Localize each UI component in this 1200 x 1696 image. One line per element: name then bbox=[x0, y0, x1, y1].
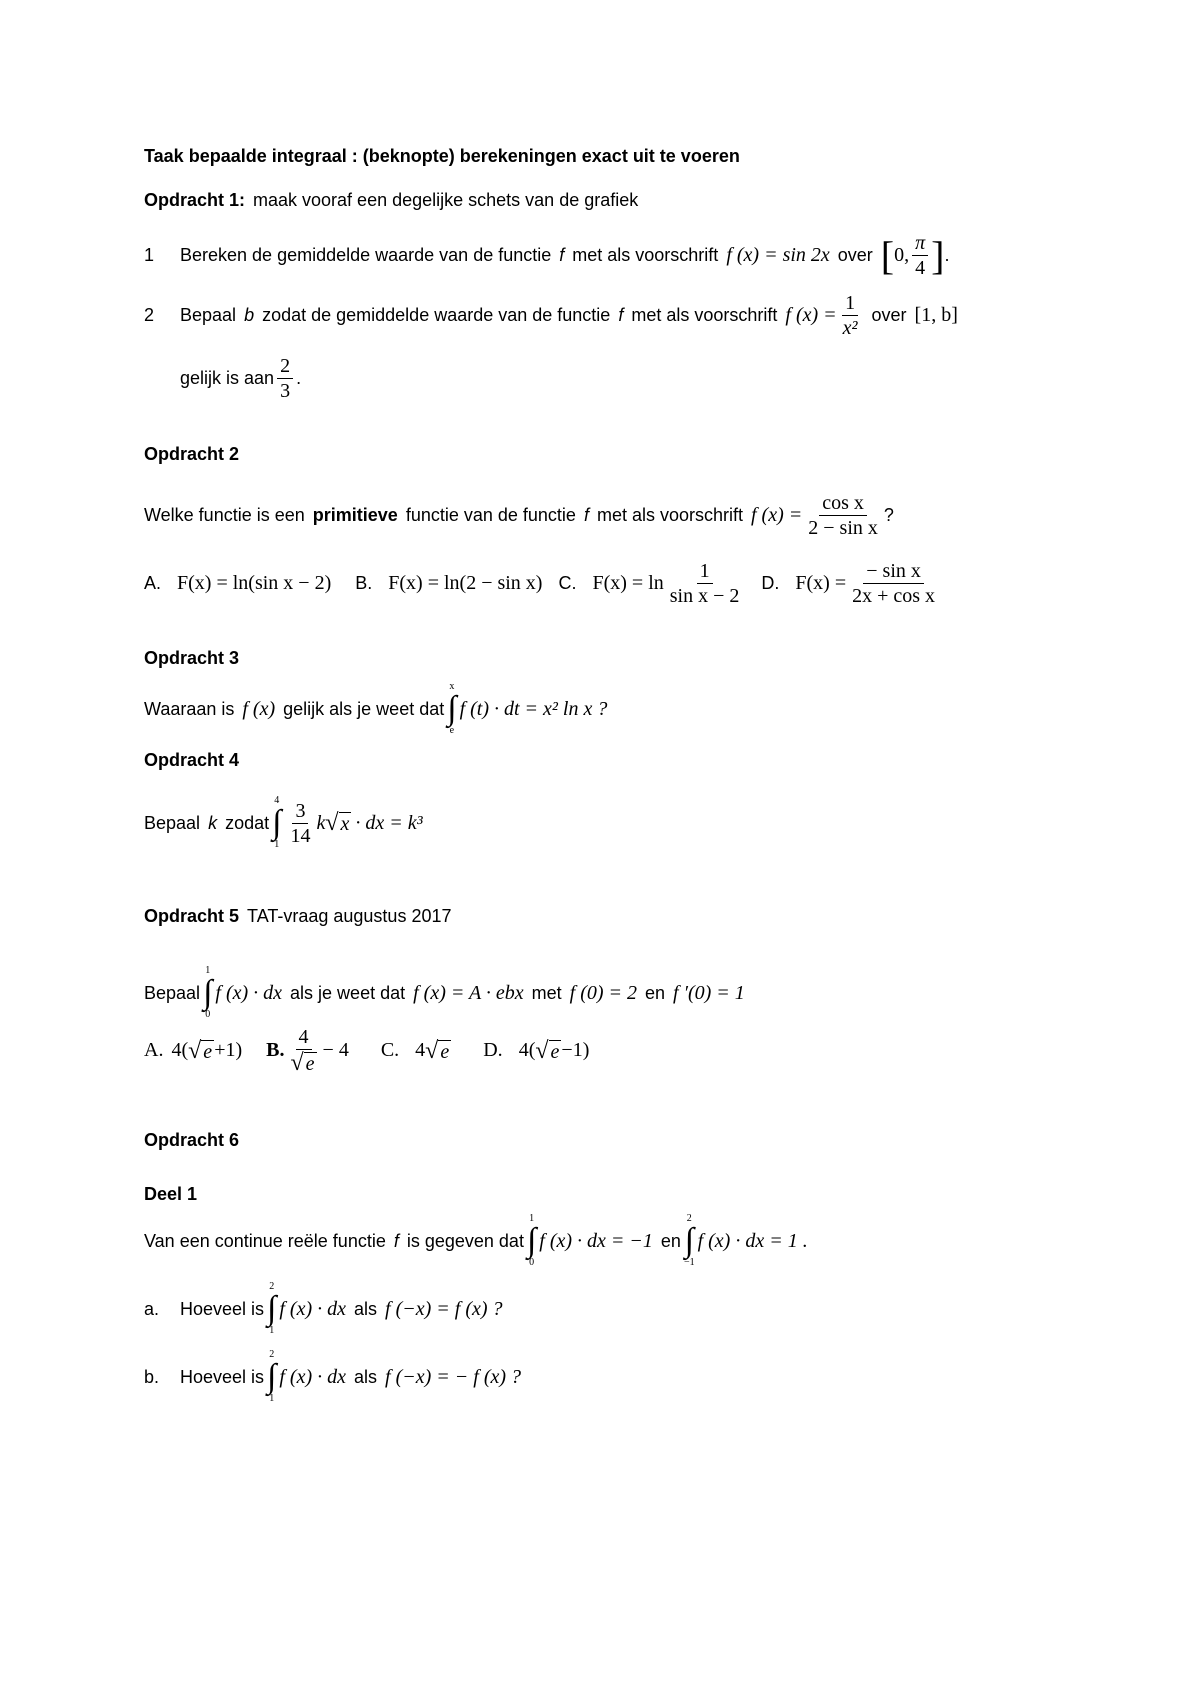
option-c-fraction bbox=[667, 560, 743, 607]
question1-f: f bbox=[559, 245, 565, 265]
opdracht5-text-b: als je weet dat bbox=[290, 982, 406, 1003]
opdracht1-heading: Opdracht 1: bbox=[144, 190, 246, 210]
opdracht2-q: ? bbox=[883, 505, 894, 525]
integral-sign: ∫ bbox=[684, 1222, 694, 1259]
question-b-text: Hoeveel is bbox=[180, 1366, 265, 1387]
opdracht2-fraction bbox=[805, 492, 881, 539]
question1-text2: met als voorschrift bbox=[572, 245, 719, 265]
integral-sign: ∫ bbox=[447, 690, 457, 727]
option-c-lhs: F(x) = ln bbox=[592, 572, 664, 594]
integral-upper: x bbox=[449, 681, 455, 692]
question-b-cond: f (−x) = − f (x) ? bbox=[385, 1365, 522, 1388]
period: . bbox=[296, 368, 302, 388]
opdracht5-exp: bx bbox=[504, 981, 524, 1004]
opdracht2-bold: primitieve bbox=[312, 505, 398, 525]
sqrt-icon: √ bbox=[535, 1037, 549, 1064]
sqrt-icon: √ bbox=[290, 1050, 304, 1076]
question2-value-den: 3 bbox=[280, 380, 291, 402]
opdracht5-met: met bbox=[531, 982, 562, 1003]
sqrt-content: e bbox=[305, 1053, 315, 1075]
opdracht2-lhs: f (x) = bbox=[751, 504, 803, 526]
integral-upper: 1 bbox=[529, 1213, 535, 1224]
opdracht4-text-b: zodat bbox=[225, 812, 270, 833]
question1-number: 1 bbox=[144, 245, 155, 265]
question-b-integral bbox=[267, 1350, 276, 1404]
opdracht6-question-b bbox=[144, 1350, 521, 1404]
question-a-integral bbox=[267, 1282, 276, 1336]
option-c-label: C. bbox=[558, 573, 577, 593]
option-b-den bbox=[287, 1050, 319, 1075]
question2-text-a: Bepaal bbox=[180, 305, 237, 325]
opdracht4-text-a: Bepaal bbox=[144, 812, 201, 833]
opdracht1-question2 bbox=[144, 292, 958, 339]
option-b-sqrt bbox=[290, 1051, 316, 1075]
option-b-num: 4 bbox=[296, 1026, 312, 1050]
opdracht1-question2-cont bbox=[180, 355, 301, 402]
integral-sign: ∫ bbox=[272, 804, 282, 841]
page-title bbox=[144, 146, 740, 167]
question-a-als: als bbox=[354, 1298, 378, 1319]
option-c-label: C. bbox=[380, 1039, 400, 1061]
option-c-den: sin x − 2 bbox=[669, 585, 740, 607]
question-a-label: a. bbox=[144, 1298, 160, 1319]
period: . bbox=[944, 245, 950, 265]
opdracht6-text-b: is gegeven dat bbox=[406, 1230, 524, 1251]
opdracht3-heading: Opdracht 3 bbox=[144, 648, 240, 668]
question2-fraction-num: 1 bbox=[842, 292, 858, 316]
opdracht5-text-a: Bepaal bbox=[144, 982, 201, 1003]
opdracht5-heading-line bbox=[144, 906, 451, 927]
opdracht6-text-a: Van een continue reële functie bbox=[144, 1230, 386, 1251]
interval-fraction bbox=[912, 232, 928, 279]
opdracht2-heading: Opdracht 2 bbox=[144, 444, 240, 464]
integral-sign: ∫ bbox=[267, 1358, 277, 1395]
opdracht5-integrand: f (x) · dx bbox=[215, 981, 283, 1004]
opdracht5-cond2: f ′(0) = 1 bbox=[673, 981, 745, 1004]
opdracht6-question-a bbox=[144, 1282, 503, 1336]
opdracht5-heading: Opdracht 5 bbox=[144, 906, 240, 926]
option-c-pre: 4 bbox=[415, 1039, 426, 1061]
integral-lower: e bbox=[449, 725, 455, 736]
opdracht3-integral bbox=[447, 682, 456, 736]
opdracht4-sqrt bbox=[325, 811, 351, 835]
opdracht3-text-a: Waaraan is bbox=[144, 698, 235, 719]
integral-upper: 1 bbox=[205, 965, 211, 976]
interval-left-bracket: [ bbox=[880, 232, 895, 278]
question2-b: b bbox=[244, 305, 255, 325]
option-b: F(x) = ln(2 − sin x) bbox=[388, 572, 543, 594]
opdracht2-text-a: Welke functie is een bbox=[144, 505, 305, 525]
option-d-sqrt bbox=[535, 1039, 561, 1063]
opdracht2-text-c: met als voorschrift bbox=[596, 505, 743, 525]
option-a-label: A. bbox=[144, 573, 162, 593]
integral-lower: 1 bbox=[269, 1325, 275, 1336]
opdracht3-fx: f (x) bbox=[242, 697, 276, 720]
sqrt-icon: √ bbox=[325, 810, 339, 836]
question2-interval: [1, b] bbox=[914, 304, 958, 326]
option-c-sqrt bbox=[425, 1039, 451, 1063]
question2-value-fraction bbox=[277, 355, 293, 402]
interval-left-value: 0, bbox=[894, 244, 910, 266]
integral-upper: 2 bbox=[269, 1349, 275, 1360]
question2-over: over bbox=[871, 305, 907, 325]
option-b-fraction bbox=[287, 1026, 319, 1075]
option-a-pre: 4( bbox=[171, 1039, 189, 1061]
question2-text-b: zodat de gemiddelde waarde van de functie bbox=[262, 305, 611, 325]
opdracht5-options bbox=[144, 1026, 589, 1075]
opdracht4-fraction bbox=[287, 800, 313, 847]
opdracht5-cond1: f (0) = 2 bbox=[569, 981, 638, 1004]
option-a-post: +1) bbox=[214, 1039, 243, 1061]
opdracht2-num: cos x bbox=[819, 492, 867, 516]
opdracht4-num: 3 bbox=[292, 800, 308, 824]
option-d-num: − sin x bbox=[863, 560, 924, 584]
question2-value-num: 2 bbox=[277, 355, 293, 379]
opdracht6-integral2 bbox=[684, 1214, 695, 1268]
question2-gelijk: gelijk is aan bbox=[180, 368, 275, 388]
integral-lower: −1 bbox=[683, 1257, 695, 1268]
opdracht6-deel: Deel 1 bbox=[144, 1184, 198, 1204]
opdracht4-question bbox=[144, 796, 423, 850]
question1-over: over bbox=[837, 245, 873, 265]
option-d-label: D. bbox=[483, 1039, 503, 1061]
opdracht3-integrand: f (t) · dt = x² ln x ? bbox=[459, 697, 608, 720]
option-a: F(x) = ln(sin x − 2) bbox=[177, 572, 332, 594]
sqrt-content: e bbox=[440, 1040, 450, 1063]
question2-formula-lhs: f (x) = bbox=[785, 304, 837, 326]
option-d-lhs: F(x) = bbox=[795, 572, 847, 594]
integral-lower: 0 bbox=[529, 1257, 535, 1268]
question1-text: Bereken de gemiddelde waarde van de functie bbox=[180, 245, 552, 265]
opdracht2-den: 2 − sin x bbox=[808, 517, 878, 539]
opdracht2-question bbox=[144, 492, 894, 539]
opdracht5-fx-def: f (x) = A · e bbox=[413, 981, 505, 1004]
opdracht6-int1: f (x) · dx = −1 bbox=[539, 1229, 653, 1252]
integral-upper: 2 bbox=[686, 1213, 692, 1224]
opdracht2-options bbox=[144, 560, 941, 607]
opdracht2-f: f bbox=[583, 505, 589, 525]
title-text: Taak bepaalde integraal : (beknopte) berekeningen exact uit te voeren bbox=[144, 146, 740, 166]
integral-sign: ∫ bbox=[267, 1290, 277, 1327]
interval-fraction-num: π bbox=[912, 232, 928, 256]
integral-sign: ∫ bbox=[203, 974, 213, 1011]
question2-f: f bbox=[618, 305, 624, 325]
opdracht4-k: k bbox=[208, 812, 218, 833]
integral-lower: 1 bbox=[274, 839, 280, 850]
sqrt-content: e bbox=[550, 1040, 560, 1063]
integral-upper: 2 bbox=[269, 1281, 275, 1292]
option-d-den: 2x + cos x bbox=[852, 585, 936, 607]
question-b-integrand: f (x) · dx bbox=[279, 1365, 347, 1388]
option-a-sqrt bbox=[188, 1039, 214, 1063]
question-b-als: als bbox=[354, 1366, 378, 1387]
sqrt-content: x bbox=[340, 813, 350, 835]
question2-fraction bbox=[840, 292, 861, 339]
question1-formula: f (x) = sin 2x bbox=[726, 244, 830, 266]
option-b-label: B. bbox=[266, 1039, 285, 1061]
opdracht6-en: en bbox=[660, 1230, 681, 1251]
opdracht6-given bbox=[144, 1214, 808, 1268]
integral-lower: 1 bbox=[269, 1393, 275, 1404]
opdracht4-den: 14 bbox=[290, 824, 311, 847]
sqrt-content: e bbox=[203, 1040, 213, 1063]
option-d-label: D. bbox=[761, 573, 780, 593]
question2-fraction-den: x² bbox=[842, 317, 858, 339]
opdracht4-heading: Opdracht 4 bbox=[144, 750, 240, 770]
integral-upper: 4 bbox=[274, 795, 280, 806]
option-b-post: − 4 bbox=[322, 1039, 349, 1061]
opdracht4-k2: k bbox=[316, 811, 326, 834]
option-b-label: B. bbox=[355, 573, 373, 593]
option-c-num: 1 bbox=[697, 560, 713, 584]
question-a-text: Hoeveel is bbox=[180, 1298, 265, 1319]
interval-fraction-den: 4 bbox=[915, 257, 926, 279]
interval-right-bracket: ] bbox=[931, 232, 945, 278]
opdracht1-heading-line bbox=[144, 190, 638, 211]
opdracht5-subtitle: TAT-vraag augustus 2017 bbox=[247, 906, 452, 926]
question-a-integrand: f (x) · dx bbox=[279, 1297, 347, 1320]
opdracht5-integral bbox=[203, 966, 212, 1020]
opdracht5-question bbox=[144, 966, 745, 1020]
opdracht3-question bbox=[144, 682, 607, 736]
option-d-fraction bbox=[849, 560, 938, 607]
opdracht3-text-b: gelijk als je weet dat bbox=[283, 698, 445, 719]
integral-sign: ∫ bbox=[526, 1222, 537, 1259]
opdracht4-integral bbox=[272, 796, 281, 850]
sqrt-icon: √ bbox=[188, 1037, 202, 1064]
sqrt-icon: √ bbox=[425, 1037, 439, 1064]
opdracht6-heading: Opdracht 6 bbox=[144, 1130, 240, 1150]
opdracht4-rest: · dx = k³ bbox=[355, 811, 423, 834]
option-d-post: −1) bbox=[561, 1039, 590, 1061]
opdracht6-int2: f (x) · dx = 1 . bbox=[697, 1229, 808, 1252]
opdracht2-text-b: functie van de functie bbox=[405, 505, 576, 525]
opdracht6-integral1 bbox=[527, 1214, 536, 1268]
opdracht5-en: en bbox=[645, 982, 666, 1003]
question-b-label: b. bbox=[144, 1366, 160, 1387]
question-a-cond: f (−x) = f (x) ? bbox=[385, 1297, 503, 1320]
option-a-label: A. bbox=[144, 1039, 164, 1061]
opdracht1-question1 bbox=[144, 232, 950, 279]
opdracht1-intro: maak vooraf een degelijke schets van de grafiek bbox=[253, 190, 639, 210]
question2-text-c: met als voorschrift bbox=[631, 305, 778, 325]
option-d-pre: 4( bbox=[518, 1039, 536, 1061]
question2-number: 2 bbox=[144, 305, 155, 325]
opdracht6-f: f bbox=[393, 1230, 399, 1251]
integral-lower: 0 bbox=[205, 1009, 211, 1020]
